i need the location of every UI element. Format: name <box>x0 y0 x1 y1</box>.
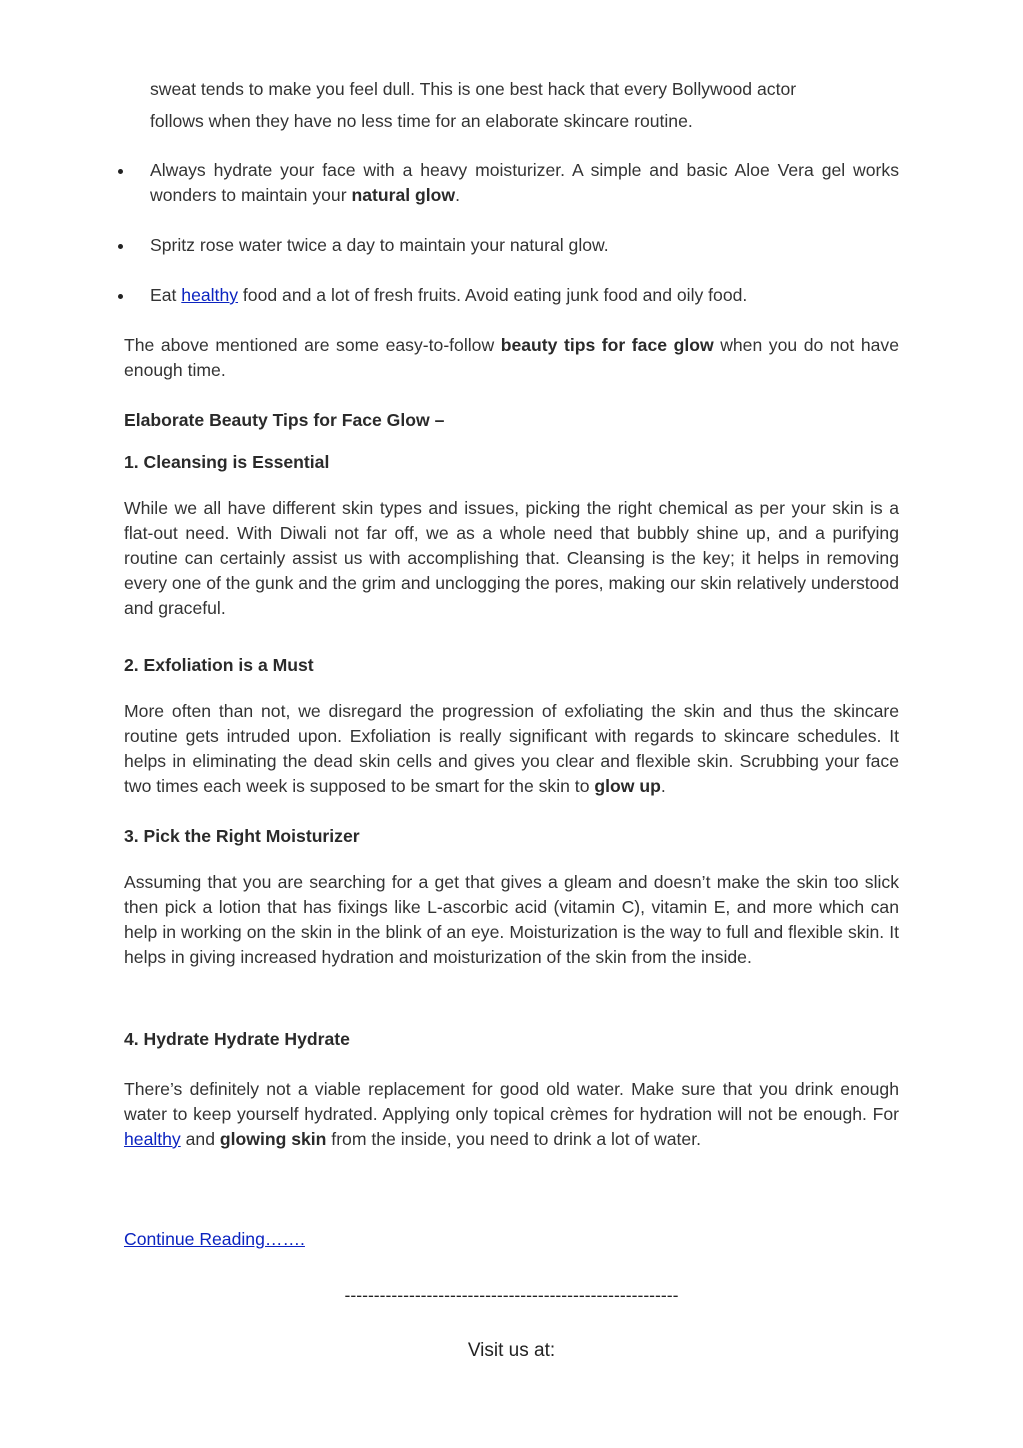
cleansing-heading: 1. Cleansing is Essential <box>124 452 330 472</box>
visit-us-text: Visit us at: <box>467 1340 556 1361</box>
section-heading: Elaborate Beauty Tips for Face Glow – <box>124 410 445 430</box>
moisturizer-heading: 3. Pick the Right Moisturizer <box>124 826 360 846</box>
bullet-dot-icon <box>118 294 123 299</box>
bullet-dot-icon <box>118 169 123 174</box>
moisturizer-paragraph: Assuming that you are searching for a get that gives a gleam and doesn’t make the skin too slick then pick a lotion that has fixings like L-ascorbic acid (vitamin C), vitamin E, and more which can help in working on the skin in the blink of an eye. Moisturization is the way to full and flexible skin. It helps in giving increased hydration and moisturization of the skin from the inside. <box>124 872 899 967</box>
healthy-link[interactable]: healthy <box>124 1129 181 1149</box>
bullet-text: Eat healthy food and a lot of fresh fruits. Avoid eating junk food and oily food. <box>150 285 748 305</box>
continue-reading <box>124 1227 899 1252</box>
hydrate-heading: 4. Hydrate Hydrate Hydrate <box>124 1029 350 1049</box>
exfoliation-paragraph: More often than not, we disregard the progression of exfoliating the skin and thus the skincare routine gets intruded upon. Exfoliation is really significant with regards to skincare schedules. It helps in eliminating the dead skin cells and gives you clear and flexible skin. Scrubbing your face two times each week is supposed to be smart for the skin to glow up. <box>124 701 899 796</box>
intro-continuation-line-1: sweat tends to make you feel dull. This is one best hack that every Bollywood actor <box>150 79 797 99</box>
summary-paragraph: The above mentioned are some easy-to-follow beauty tips for face glow when you do not have enough time. <box>124 335 899 380</box>
cleansing-paragraph: While we all have different skin types and issues, picking the right chemical as per your skin is a flat-out need. With Diwali not far off, we as a whole need that bubbly shine up, and a purifying routine can certainly assist us with accomplishing that. Cleansing is the key; it helps in removing every one of the gunk and the grim and unclogging the pores, making our skin relatively understood and graceful. <box>124 498 899 618</box>
bullet-text: Always hydrate your face with a heavy moisturizer. A simple and basic Aloe Vera gel works wonders to maintain your natural glow. <box>150 160 899 205</box>
exfoliation-heading: 2. Exfoliation is a Must <box>124 655 314 675</box>
intro-continuation-line-2: follows when they have no less time for an elaborate skincare routine. <box>150 111 693 131</box>
healthy-link[interactable]: healthy <box>181 285 239 305</box>
divider: --------------------------------------------------------- <box>344 1285 679 1305</box>
bullet-text: Spritz rose water twice a day to maintain your natural glow. <box>150 235 609 255</box>
bullet-dot-icon <box>118 244 123 249</box>
continue-reading-link[interactable]: Continue Reading……. <box>124 1229 305 1249</box>
hydrate-paragraph: There’s definitely not a viable replacement for good old water. Make sure that you drink enough water to keep yourself hydrated. Applying only topical crèmes for hydration will not be enough. For healthy and glowing skin from the inside, you need to drink a lot of water. <box>124 1079 899 1149</box>
